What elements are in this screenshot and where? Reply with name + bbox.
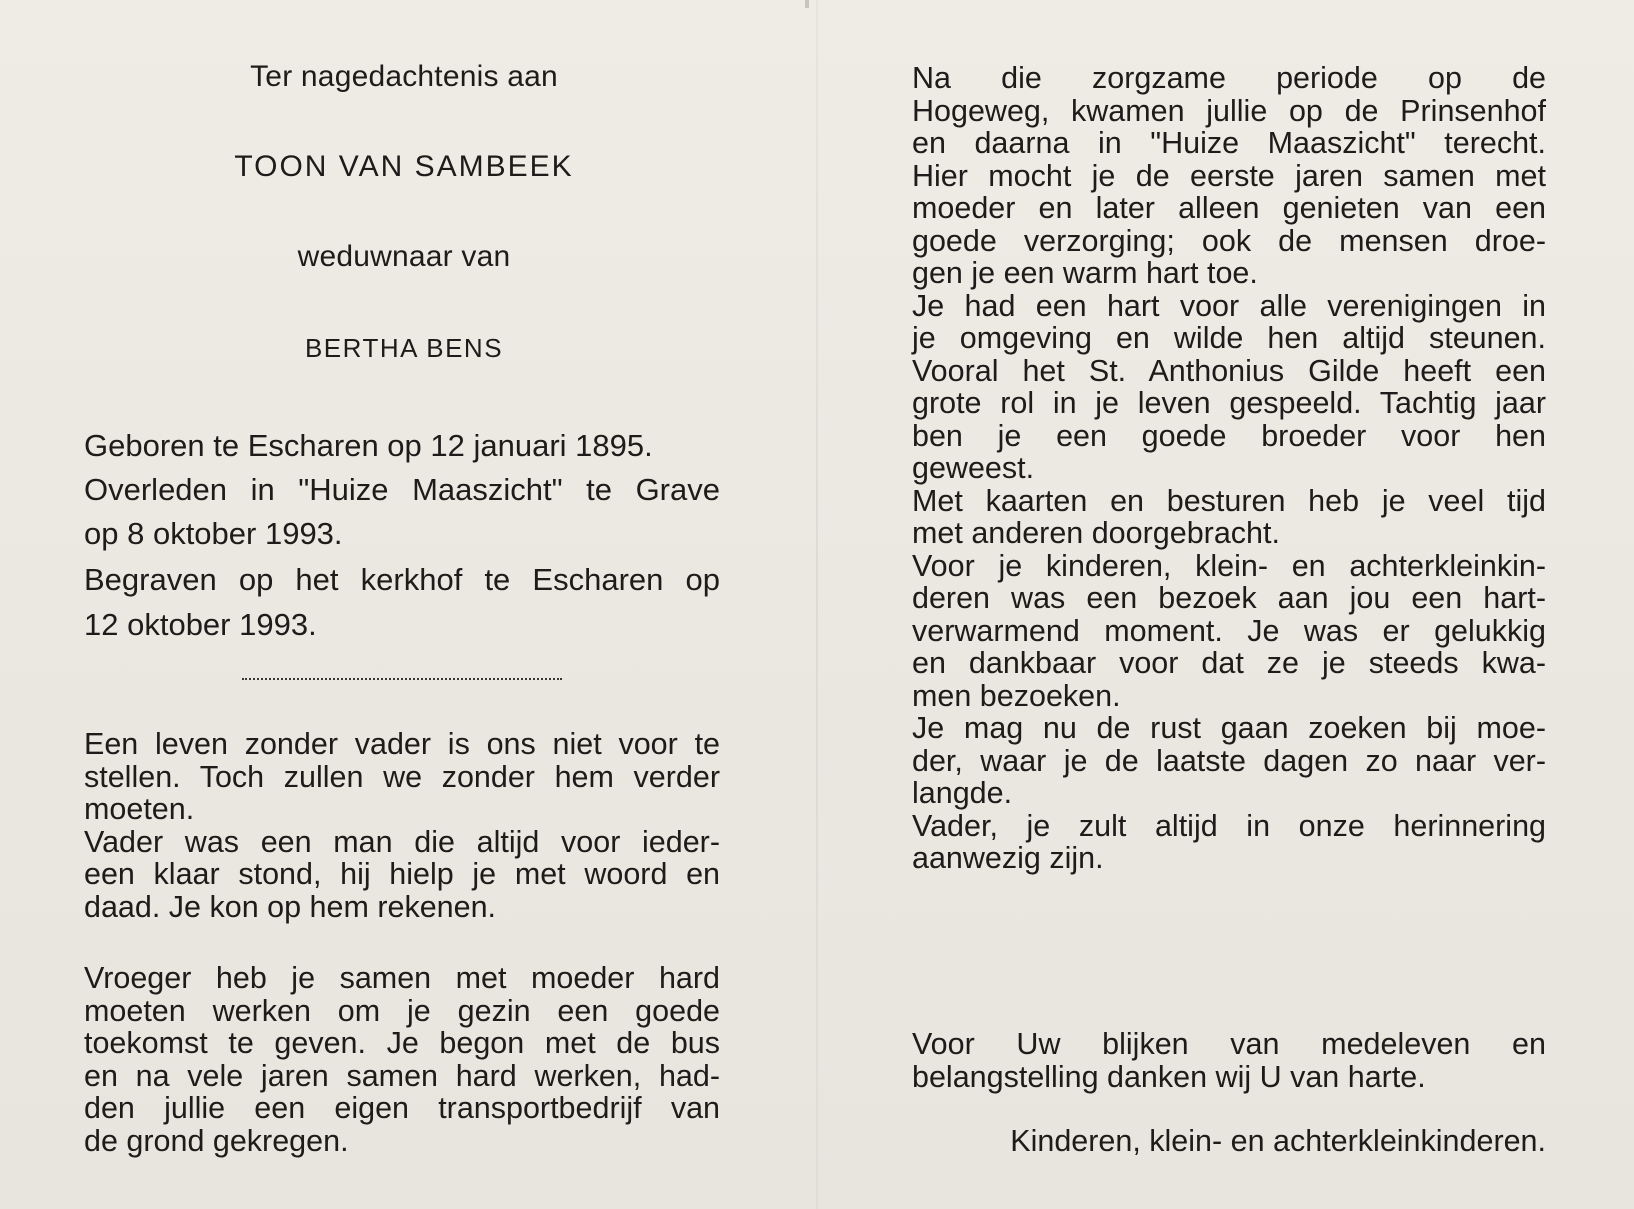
death-line-1: Overleden in "Huize Maaszicht" te Grave: [84, 472, 720, 507]
paragraph-line: een klaar stond, hij hielp je met woord en: [84, 857, 720, 891]
burial-line-1: Begraven op het kerkhof te Escharen op: [84, 562, 720, 597]
paragraph-line: daad. Je kon op hem rekenen.: [84, 889, 497, 924]
relation-text: weduwnaar van: [297, 240, 511, 273]
fold-mark: [805, 0, 809, 8]
spouse-name: BERTHA BENS: [304, 333, 504, 363]
paragraph-line: men bezoeken.: [912, 678, 1121, 713]
paragraph-line: Vooral het St. Anthonius Gilde heeft een: [912, 353, 1546, 388]
paragraph-line: langde.: [912, 776, 1013, 810]
paragraph-line: Hogeweg, kwamen jullie op de Prinsenhof: [912, 93, 1546, 128]
paragraph-line: Vroeger heb je samen met moeder hard: [84, 961, 720, 995]
paragraph-line: deren was een bezoek aan jou een hart-: [912, 581, 1546, 615]
paragraph-line: en na vele jaren samen hard werken, had-: [84, 1058, 720, 1093]
paragraph-line: grote rol in je leven gespeeld. Tachtig jaar: [912, 386, 1546, 420]
paragraph-line: gen je een warm hart toe.: [912, 256, 1258, 290]
paragraph-line: geweest.: [912, 451, 1035, 485]
separator-dots: [242, 668, 562, 680]
paragraph-line: moeten.: [84, 792, 195, 826]
paragraph-line: belangstelling danken wij U van harte.: [912, 1059, 1426, 1094]
paragraph-line: ben je een goede broeder voor hen: [912, 418, 1546, 453]
paragraph-line: Voor je kinderen, klein- en achterkleinkin-: [912, 548, 1546, 583]
paragraph-line: den jullie een eigen transportbedrijf van: [84, 1091, 720, 1125]
paragraph-line: Voor Uw blijken van medeleven en: [912, 1027, 1546, 1061]
intro-text: Ter nagedachtenis aan: [250, 60, 558, 93]
signature-line: Kinderen, klein- en achterkleinkinderen.: [1010, 1124, 1546, 1158]
paragraph-line: Een leven zonder vader is ons niet voor te: [84, 727, 720, 761]
paragraph-line: Je had een hart voor alle verenigingen in: [912, 288, 1546, 323]
paragraph-line: Je mag nu de rust gaan zoeken bij moe-: [912, 711, 1546, 745]
paragraph-line: Met kaarten en besturen heb je veel tijd: [912, 483, 1546, 518]
paragraph-line: de grond gekregen.: [84, 1123, 349, 1158]
paragraph-line: toekomst te geven. Je begon met de bus: [84, 1026, 720, 1060]
card-fold: [816, 0, 818, 1209]
paragraph-line: Vader, je zult altijd in onze herinnering: [912, 808, 1546, 843]
left-paragraph-2: [84, 962, 720, 1157]
paragraph-line: moeder en later alleen genieten van een: [912, 191, 1546, 225]
paragraph-line: en daarna in "Huize Maaszicht" terecht.: [912, 126, 1546, 160]
paragraph-line: moeten werken om je gezin een goede: [84, 993, 720, 1028]
right-paragraph: [912, 62, 1546, 875]
deceased-name: TOON VAN SAMBEEK: [234, 150, 574, 183]
paragraph-line: Vader was een man die altijd voor ieder-: [84, 824, 720, 859]
burial-line-2: 12 oktober 1993.: [84, 607, 317, 642]
paragraph-line: goede verzorging; ook de mensen droe-: [912, 223, 1546, 258]
left-paragraph-1: [84, 728, 720, 923]
paragraph-line: stellen. Toch zullen we zonder hem verder: [84, 759, 720, 794]
thanks-paragraph: [912, 1028, 1546, 1093]
paragraph-line: aanwezig zijn.: [912, 841, 1104, 875]
paragraph-line: verwarmend moment. Je was er gelukkig: [912, 613, 1546, 648]
death-line-2: op 8 oktober 1993.: [84, 516, 343, 551]
paragraph-line: en dankbaar voor dat ze je steeds kwa-: [912, 646, 1546, 680]
paragraph-line: der, waar je de laatste dagen zo naar ver-: [912, 743, 1546, 778]
paragraph-line: Hier mocht je de eerste jaren samen met: [912, 158, 1546, 193]
paragraph-line: Na die zorgzame periode op de: [912, 61, 1546, 95]
paragraph-line: met anderen doorgebracht.: [912, 516, 1280, 550]
birth-line: Geboren te Escharen op 12 januari 1895.: [84, 428, 653, 463]
paragraph-line: je omgeving en wilde hen altijd steunen.: [912, 321, 1546, 355]
